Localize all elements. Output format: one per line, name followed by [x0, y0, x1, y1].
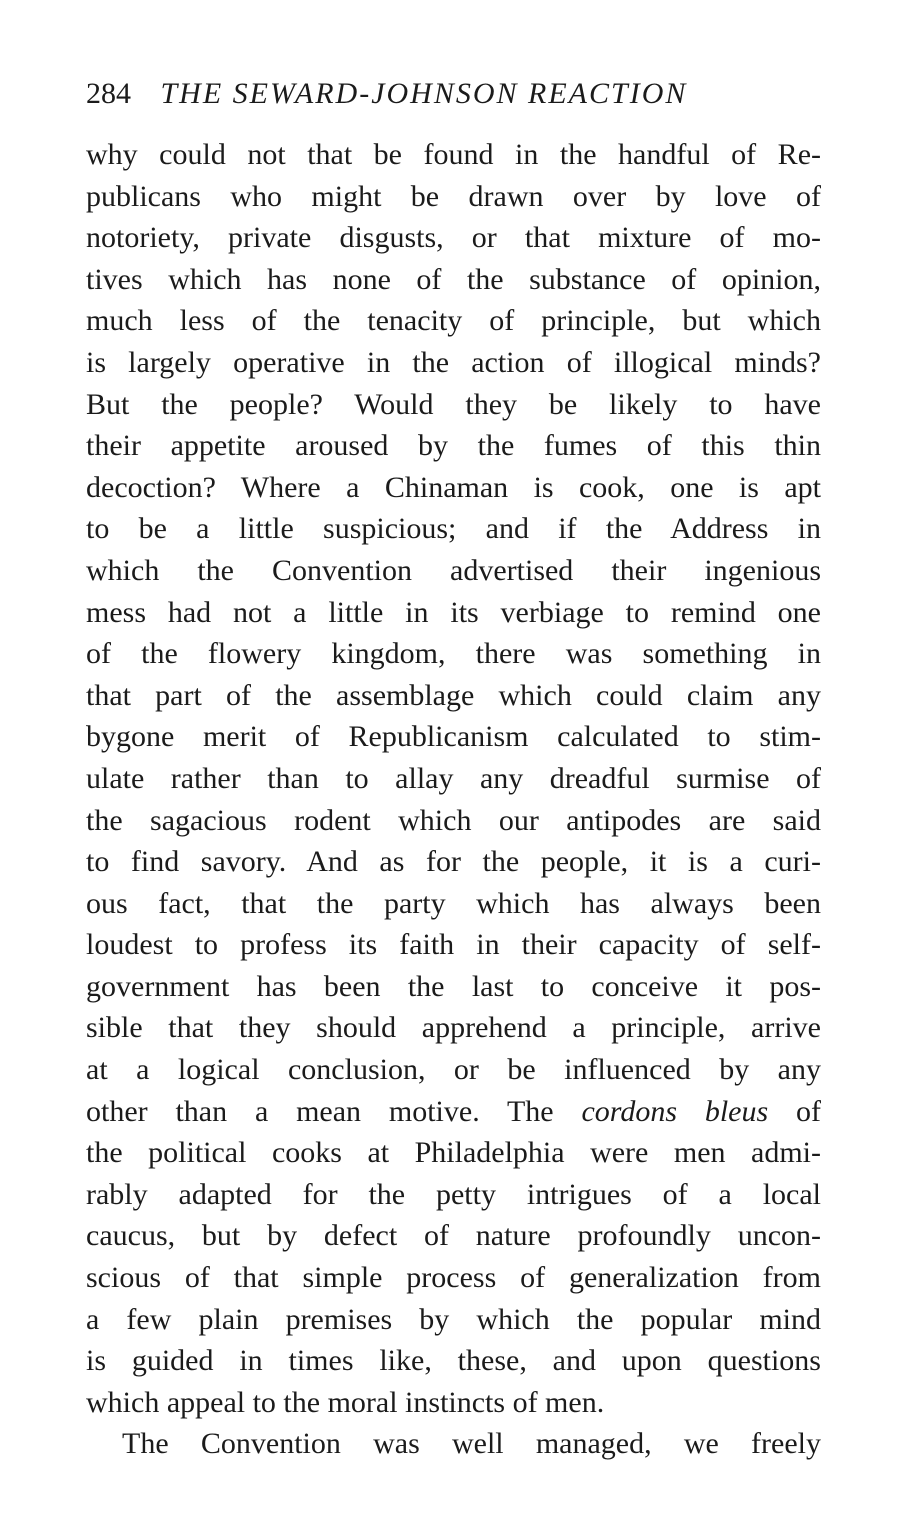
text-run: other than a mean motive. The: [86, 1094, 582, 1128]
text-line: their appetite aroused by the fumes of this thin: [86, 429, 821, 463]
text-line: to find savory. And as for the people, it is a curi-: [86, 845, 821, 879]
text-run: of: [768, 1094, 821, 1128]
text-line: But the people? Would they be likely to have: [86, 387, 821, 421]
text-line: tives which has none of the substance of opinion,: [86, 262, 821, 296]
running-head-title: THE SEWARD-JOHNSON REACTION: [160, 77, 688, 110]
text-line: rably adapted for the petty intrigues of a local: [86, 1177, 821, 1211]
text-line: bygone merit of Republicanism calculated to stim-: [86, 720, 821, 754]
text-line: mess had not a little in its verbiage to remind one: [86, 595, 821, 629]
text-line: much less of the tenacity of principle, but which: [86, 304, 821, 338]
text-line: that part of the assemblage which could claim any: [86, 678, 821, 712]
text-line: loudest to profess its faith in their capacity of self-: [86, 928, 821, 962]
text-line: ulate rather than to allay any dreadful surmise of: [86, 761, 821, 795]
text-line: at a logical conclusion, or be influenced by any: [86, 1053, 821, 1087]
text-line: to be a little suspicious; and if the Address in: [86, 512, 821, 546]
text-line: a few plain premises by which the popular mind: [86, 1302, 821, 1336]
text-line: caucus, but by defect of nature profoundly uncon-: [86, 1219, 821, 1253]
paragraph-start-line: The Convention was well managed, we freely: [122, 1427, 821, 1461]
text-line: government has been the last to conceive it pos-: [86, 969, 821, 1003]
text-line: why could not that be found in the handful of Re-: [86, 138, 821, 171]
italic-phrase: cordons bleus: [581, 1094, 769, 1128]
paragraph-end-line: which appeal to the moral instincts of men.: [86, 1385, 605, 1419]
page-number: 284: [86, 77, 131, 110]
text-line: is largely operative in the action of illogical minds?: [86, 345, 821, 379]
text-line: ous fact, that the party which has always been: [86, 886, 821, 920]
text-line: of the flowery kingdom, there was something in: [86, 637, 821, 671]
text-line: is guided in times like, these, and upon questions: [86, 1344, 821, 1378]
text-line: scious of that simple process of generalization from: [86, 1261, 821, 1295]
running-head: [86, 72, 821, 116]
text-line: publicans who might be drawn over by love of: [86, 179, 821, 213]
text-line-with-italic: [86, 1091, 821, 1133]
body-text: [86, 134, 821, 1465]
text-line: sible that they should apprehend a principle, arrive: [86, 1011, 821, 1045]
text-line: the political cooks at Philadelphia were men admi-: [86, 1136, 821, 1170]
text-line: which the Convention advertised their ingenious: [86, 553, 821, 587]
text-line: the sagacious rodent which our antipodes are said: [86, 803, 821, 837]
text-line: notoriety, private disgusts, or that mixture of mo-: [86, 221, 821, 255]
text-line: decoction? Where a Chinaman is cook, one is apt: [86, 470, 821, 504]
